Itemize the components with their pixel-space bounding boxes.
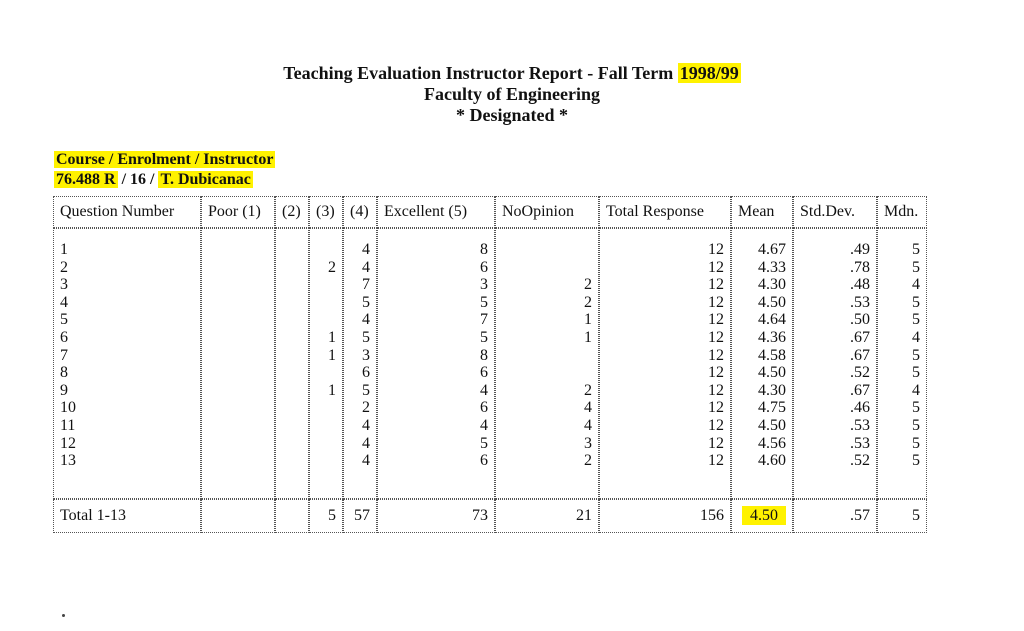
header-row — [53, 196, 927, 228]
row-1-sd: .49 — [850, 241, 870, 258]
row-9-noop: 2 — [584, 381, 592, 399]
col-question-number: Question Number — [53, 196, 201, 228]
course-details — [54, 170, 275, 190]
row-1-c3 — [316, 241, 336, 259]
total-4: 57 — [343, 499, 377, 533]
row-7-total: 12 — [708, 346, 724, 364]
row-10-mean: 4.75 — [758, 399, 786, 417]
row-7-exc: 8 — [480, 346, 488, 364]
course-enrolment: 16 — [130, 171, 147, 188]
row-11-c4: 4 — [362, 416, 370, 434]
evaluation-table — [53, 196, 927, 533]
col-total-response: Total Response — [599, 196, 731, 228]
row-4-poor — [208, 294, 268, 312]
row-6-sd: .67 — [850, 328, 870, 346]
row-3-mdn: 4 — [912, 276, 920, 294]
row-8-mean: 4.50 — [758, 364, 786, 382]
row-10-mdn: 5 — [912, 399, 920, 417]
row-2-sd: .78 — [850, 258, 870, 276]
row-12-mdn: 5 — [912, 434, 920, 452]
row-6-c2 — [282, 329, 302, 347]
row-1-mean: 4.67 — [758, 241, 786, 258]
row-7-c4: 3 — [362, 346, 370, 364]
row-2-noop — [502, 259, 592, 277]
row-7-c2 — [282, 347, 302, 365]
row-7-noop — [502, 347, 592, 365]
row-3-mean: 4.30 — [758, 276, 786, 294]
row-8-c3 — [316, 364, 336, 382]
cells-total-response — [599, 228, 731, 499]
row-10-c4: 2 — [362, 399, 370, 417]
total-poor — [201, 499, 275, 533]
row-12-c2 — [282, 435, 302, 453]
row-12-c4: 4 — [362, 434, 370, 452]
row-12-exc: 5 — [480, 434, 488, 452]
row-3-c2 — [282, 276, 302, 294]
row-4-noop: 2 — [584, 293, 592, 311]
row-6-mean: 4.36 — [758, 328, 786, 346]
row-4-sd: .53 — [850, 293, 870, 311]
row-10-poor — [208, 399, 268, 417]
row-10-q: 10 — [60, 399, 76, 417]
total-stddev: .57 — [793, 499, 877, 533]
row-3-noop: 2 — [584, 276, 592, 294]
row-5-c2 — [282, 311, 302, 329]
course-sep-1: / — [117, 171, 131, 188]
row-12-total: 12 — [708, 434, 724, 452]
row-3-c4: 7 — [362, 276, 370, 294]
row-8-poor — [208, 364, 268, 382]
row-3-c3 — [316, 276, 336, 294]
row-4-mdn: 5 — [912, 293, 920, 311]
course-sep-2: / — [146, 171, 159, 188]
total-mean-highlight: 4.50 — [742, 506, 786, 525]
row-3-sd: .48 — [850, 276, 870, 294]
cells-mean — [731, 228, 793, 499]
col-3: (3) — [309, 196, 343, 228]
row-3-q: 3 — [60, 276, 68, 294]
row-11-poor — [208, 417, 268, 435]
col-stddev: Std.Dev. — [793, 196, 877, 228]
row-6-q: 6 — [60, 328, 68, 346]
row-10-exc: 6 — [480, 399, 488, 417]
row-9-q: 9 — [60, 381, 68, 399]
row-11-noop: 4 — [584, 416, 592, 434]
row-4-c3 — [316, 294, 336, 312]
row-11-mdn: 5 — [912, 416, 920, 434]
row-11-c2 — [282, 417, 302, 435]
total-label: Total 1-13 — [53, 499, 201, 533]
row-6-noop: 1 — [584, 328, 592, 346]
cells-median — [877, 228, 927, 499]
row-7-mdn: 5 — [912, 346, 920, 364]
row-1-mdn: 5 — [912, 241, 920, 258]
row-1-c4: 4 — [362, 241, 370, 258]
row-9-mean: 4.30 — [758, 381, 786, 399]
row-13-sd: .52 — [850, 452, 870, 470]
row-9-c2 — [282, 382, 302, 400]
row-11-exc: 4 — [480, 416, 488, 434]
row-3-poor — [208, 276, 268, 294]
cells-question — [53, 228, 201, 499]
total-3: 5 — [309, 499, 343, 533]
row-8-q: 8 — [60, 364, 68, 382]
row-2-mdn: 5 — [912, 258, 920, 276]
col-2: (2) — [275, 196, 309, 228]
row-11-sd: .53 — [850, 416, 870, 434]
col-median: Mdn. — [877, 196, 927, 228]
faculty-line: Faculty of Engineering — [424, 84, 600, 104]
row-9-c3: 1 — [328, 381, 336, 399]
row-2-mean: 4.33 — [758, 258, 786, 276]
row-12-sd: .53 — [850, 434, 870, 452]
row-13-q: 13 — [60, 452, 76, 470]
row-5-mean: 4.64 — [758, 311, 786, 329]
row-13-mean: 4.60 — [758, 452, 786, 470]
total-excellent: 73 — [377, 499, 495, 533]
row-5-sd: .50 — [850, 311, 870, 329]
row-12-mean: 4.56 — [758, 434, 786, 452]
course-info — [54, 150, 275, 190]
row-13-noop: 2 — [584, 452, 592, 470]
row-12-noop: 3 — [584, 434, 592, 452]
row-7-sd: .67 — [850, 346, 870, 364]
row-8-c4: 6 — [362, 364, 370, 382]
col-poor: Poor (1) — [201, 196, 275, 228]
row-12-poor — [208, 435, 268, 453]
row-5-noop: 1 — [584, 311, 592, 329]
row-4-exc: 5 — [480, 293, 488, 311]
cells-4 — [343, 228, 377, 499]
col-excellent: Excellent (5) — [377, 196, 495, 228]
cells-3 — [309, 228, 343, 499]
row-13-c3 — [316, 452, 336, 470]
course-heading: Course / Enrolment / Instructor — [56, 151, 274, 168]
row-10-c2 — [282, 399, 302, 417]
row-9-exc: 4 — [480, 381, 488, 399]
title-prefix: Teaching Evaluation Instructor Report - Fall Term — [283, 63, 678, 83]
row-2-c2 — [282, 259, 302, 277]
row-6-exc: 5 — [480, 328, 488, 346]
row-13-poor — [208, 452, 268, 470]
row-6-mdn: 4 — [912, 328, 920, 346]
row-12-c3 — [316, 435, 336, 453]
row-10-noop: 4 — [584, 399, 592, 417]
row-1-exc: 8 — [480, 241, 488, 258]
row-8-total: 12 — [708, 364, 724, 382]
row-1-q: 1 — [60, 241, 68, 258]
total-row — [53, 499, 927, 533]
row-1-noop — [502, 241, 592, 259]
row-11-c3 — [316, 417, 336, 435]
row-4-q: 4 — [60, 293, 68, 311]
row-4-total: 12 — [708, 293, 724, 311]
col-4: (4) — [343, 196, 377, 228]
row-10-c3 — [316, 399, 336, 417]
row-2-poor — [208, 259, 268, 277]
cells-stddev — [793, 228, 877, 499]
scan-speck — [62, 614, 65, 617]
total-median: 5 — [877, 499, 927, 533]
row-1-poor — [208, 241, 268, 259]
report-title — [0, 63, 1024, 126]
designated-line: * Designated * — [456, 105, 568, 125]
row-3-total: 12 — [708, 276, 724, 294]
row-5-exc: 7 — [480, 311, 488, 329]
row-6-poor — [208, 329, 268, 347]
term-highlight: 1998/99 — [679, 63, 739, 83]
row-8-noop — [502, 364, 592, 382]
row-7-c3: 1 — [328, 346, 336, 364]
row-5-total: 12 — [708, 311, 724, 329]
row-5-q: 5 — [60, 311, 68, 329]
row-10-sd: .46 — [850, 399, 870, 417]
row-5-mdn: 5 — [912, 311, 920, 329]
title-line-1 — [0, 63, 1024, 84]
row-1-total: 12 — [708, 241, 724, 258]
row-4-c4: 5 — [362, 293, 370, 311]
row-6-c3: 1 — [328, 328, 336, 346]
row-9-poor — [208, 382, 268, 400]
row-2-exc: 6 — [480, 258, 488, 276]
cells-excellent — [377, 228, 495, 499]
col-noopinion: NoOpinion — [495, 196, 599, 228]
row-9-sd: .67 — [850, 381, 870, 399]
data-rows — [53, 228, 927, 499]
row-13-total: 12 — [708, 452, 724, 470]
row-13-c2 — [282, 452, 302, 470]
row-12-q: 12 — [60, 434, 76, 452]
instructor-name: T. Dubicanac — [160, 171, 251, 188]
course-code: 76.488 R — [56, 171, 116, 188]
row-2-total: 12 — [708, 258, 724, 276]
row-11-total: 12 — [708, 416, 724, 434]
row-10-total: 12 — [708, 399, 724, 417]
row-5-c3 — [316, 311, 336, 329]
row-1-c2 — [282, 241, 302, 259]
row-9-c4: 5 — [362, 381, 370, 399]
row-13-exc: 6 — [480, 452, 488, 470]
row-9-total: 12 — [708, 381, 724, 399]
total-mean-cell — [731, 499, 793, 533]
row-4-c2 — [282, 294, 302, 312]
row-7-q: 7 — [60, 346, 68, 364]
row-8-sd: .52 — [850, 364, 870, 382]
row-8-exc: 6 — [480, 364, 488, 382]
row-7-mean: 4.58 — [758, 346, 786, 364]
total-response: 156 — [599, 499, 731, 533]
row-9-mdn: 4 — [912, 381, 920, 399]
row-6-total: 12 — [708, 328, 724, 346]
cells-noopinion — [495, 228, 599, 499]
total-2 — [275, 499, 309, 533]
cells-2 — [275, 228, 309, 499]
row-3-exc: 3 — [480, 276, 488, 294]
row-2-c4: 4 — [362, 258, 370, 276]
row-2-q: 2 — [60, 258, 68, 276]
row-13-c4: 4 — [362, 452, 370, 470]
row-5-c4: 4 — [362, 311, 370, 329]
row-5-poor — [208, 311, 268, 329]
row-8-c2 — [282, 364, 302, 382]
row-11-mean: 4.50 — [758, 416, 786, 434]
total-noopinion: 21 — [495, 499, 599, 533]
row-4-mean: 4.50 — [758, 293, 786, 311]
row-2-c3: 2 — [328, 258, 336, 276]
col-mean: Mean — [731, 196, 793, 228]
row-6-c4: 5 — [362, 328, 370, 346]
row-11-q: 11 — [60, 416, 76, 434]
row-8-mdn: 5 — [912, 364, 920, 382]
cells-poor — [201, 228, 275, 499]
row-13-mdn: 5 — [912, 452, 920, 470]
row-7-poor — [208, 347, 268, 365]
